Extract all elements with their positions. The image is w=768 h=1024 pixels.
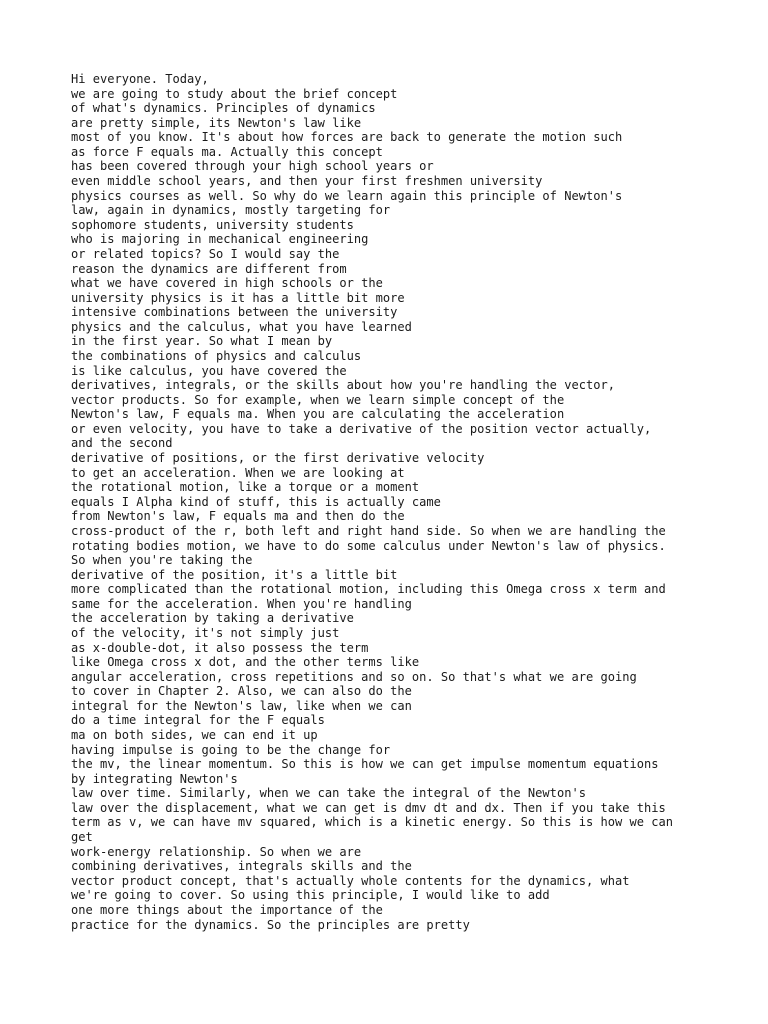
text-line: law, again in dynamics, mostly targeting for <box>71 203 391 218</box>
text-line: combining derivatives, integrals skills and the <box>71 859 412 874</box>
text-line: one more things about the importance of the <box>71 902 383 917</box>
text-line: rotating bodies motion, we have to do some calculus under Newton's law of physics. <box>71 538 666 553</box>
text-line: law over time. Similarly, when we can take the integral of the Newton's <box>71 786 586 801</box>
text-line: term as v, we can have mv squared, which is a kinetic energy. So this is how we can <box>71 815 673 830</box>
transcript-text <box>71 72 711 932</box>
text-line: by integrating Newton's <box>71 771 238 786</box>
text-line: of what's dynamics. Principles of dynamics <box>71 101 376 116</box>
text-line: derivative of positions, or the first derivative velocity <box>71 451 485 466</box>
text-line: same for the acceleration. When you're handling <box>71 596 412 611</box>
text-line: the acceleration by taking a derivative <box>71 611 354 626</box>
text-line: derivative of the position, it's a little bit <box>71 567 398 582</box>
text-line: to get an acceleration. When we are looking at <box>71 465 405 480</box>
text-line: vector product concept, that's actually whole contents for the dynamics, what <box>71 873 630 888</box>
text-line: work-energy relationship. So when we are <box>71 844 362 859</box>
text-line: even middle school years, and then your first freshmen university <box>71 174 543 189</box>
text-line: reason the dynamics are different from <box>71 261 347 276</box>
text-line: the mv, the linear momentum. So this is how we can get impulse momentum equations <box>71 757 659 772</box>
text-line: physics and the calculus, what you have learned <box>71 319 412 334</box>
text-line: has been covered through your high school years or <box>71 159 434 174</box>
text-line: and the second <box>71 436 173 451</box>
text-line: as x-double-dot, it also possess the term <box>71 640 369 655</box>
text-line: equals I Alpha kind of stuff, this is actually came <box>71 494 441 509</box>
text-line: practice for the dynamics. So the principles are pretty <box>71 917 470 932</box>
text-line: integral for the Newton's law, like when we can <box>71 698 412 713</box>
text-line: physics courses as well. So why do we learn again this principle of Newton's <box>71 188 623 203</box>
text-line: the rotational motion, like a torque or a moment <box>71 480 420 495</box>
text-line: law over the displacement, what we can get is dmv dt and dx. Then if you take this <box>71 800 666 815</box>
text-line: more complicated than the rotational motion, including this Omega cross x term and <box>71 582 666 597</box>
text-line: Hi everyone. Today, <box>71 72 209 86</box>
text-line: Newton's law, F equals ma. When you are calculating the acceleration <box>71 407 565 422</box>
text-line: having impulse is going to be the change for <box>71 742 391 757</box>
text-line: most of you know. It's about how forces are back to generate the motion such <box>71 130 623 145</box>
text-line: who is majoring in mechanical engineering <box>71 232 369 247</box>
text-line: So when you're taking the <box>71 553 253 568</box>
text-line: cross-product of the r, both left and right hand side. So when we are handling the <box>71 523 666 538</box>
text-line: or related topics? So I would say the <box>71 246 340 261</box>
text-line: are pretty simple, its Newton's law like <box>71 115 362 130</box>
text-line: in the first year. So what I mean by <box>71 334 333 349</box>
text-line: as force F equals ma. Actually this concept <box>71 144 383 159</box>
text-line: what we have covered in high schools or the <box>71 276 383 291</box>
text-line: derivatives, integrals, or the skills about how you're handling the vector, <box>71 378 615 393</box>
text-line: we are going to study about the brief concept <box>71 86 398 101</box>
text-line: university physics is it has a little bit more <box>71 290 405 305</box>
text-line: intensive combinations between the university <box>71 305 398 320</box>
text-line: ma on both sides, we can end it up <box>71 728 318 743</box>
text-line: like Omega cross x dot, and the other terms like <box>71 655 420 670</box>
text-line: or even velocity, you have to take a derivative of the position vector actually, <box>71 421 652 436</box>
text-line: of the velocity, it's not simply just <box>71 625 340 640</box>
text-line: sophomore students, university students <box>71 217 354 232</box>
text-line: the combinations of physics and calculus <box>71 348 362 363</box>
text-line: to cover in Chapter 2. Also, we can also do the <box>71 684 412 699</box>
text-line: we're going to cover. So using this principle, I would like to add <box>71 888 550 903</box>
text-line: from Newton's law, F equals ma and then do the <box>71 509 405 524</box>
text-line: vector products. So for example, when we learn simple concept of the <box>71 392 565 407</box>
text-line: is like calculus, you have covered the <box>71 363 347 378</box>
text-line: get <box>71 830 93 845</box>
text-line: do a time integral for the F equals <box>71 713 325 728</box>
text-line: angular acceleration, cross repetitions and so on. So that's what we are going <box>71 669 637 684</box>
